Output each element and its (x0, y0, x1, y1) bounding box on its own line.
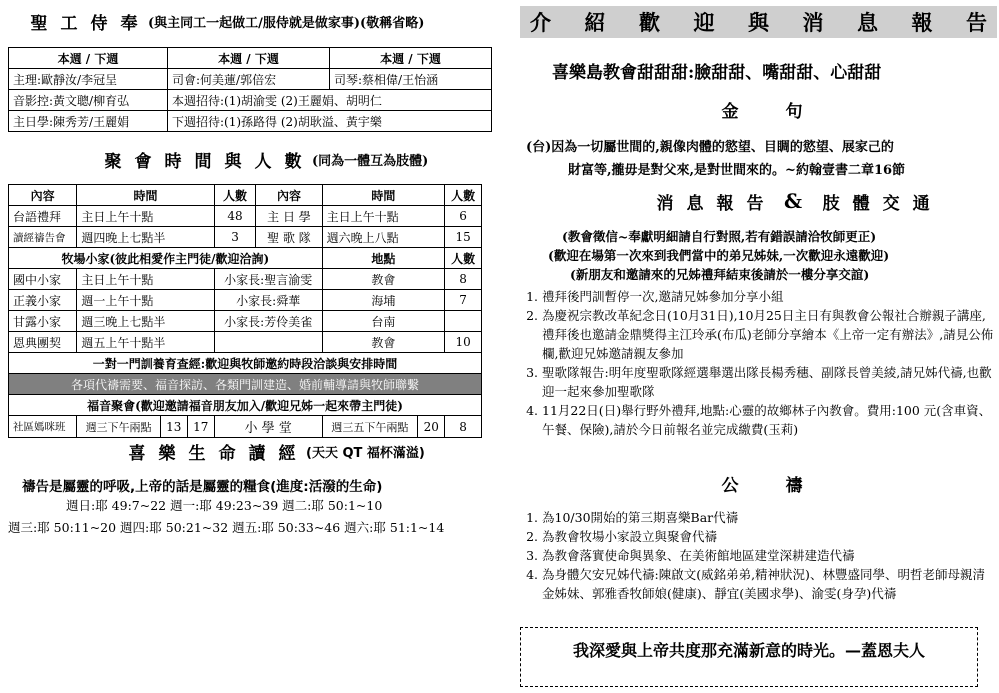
news-title-char-1: 消 (650, 186, 680, 216)
gospel-cell: 週三五下午兩點 (322, 416, 418, 438)
cell-group-place: 教會 (322, 332, 445, 353)
reading-section-title (122, 436, 425, 466)
intro-banner (520, 6, 997, 38)
gospel-cell: 20 (418, 416, 445, 438)
one-on-one-row: 一對一門訓養育查經:歡迎與牧師邀約時段洽談與安排時間 (9, 353, 482, 374)
service-header-1: 本週 / 下週 (9, 48, 168, 69)
list-item: 3. 聖歌隊報告:明年度聖歌隊經選舉選出隊長楊秀穗、副隊長曾美綾,請兄姊代禱,也歡迎一起來參加聖歌隊 (542, 363, 994, 401)
cell-group-count (445, 311, 482, 332)
banner-char: 介 (530, 10, 551, 35)
church-theme: 喜樂島教會甜甜甜:臉甜甜、嘴甜甜、心甜甜 (552, 63, 882, 83)
news-section-title (650, 186, 936, 216)
service-sunday-school: 主日學:陳秀芳/王麗娟 (9, 111, 168, 132)
notice-welcome: (歡迎在場第一次來到我們當中的弟兄姊妹,一次歡迎永遠歡迎) (548, 248, 890, 263)
service-av: 音影控:黃文聰/柳育弘 (9, 90, 168, 111)
meeting-title-char-3: 時 (158, 144, 188, 174)
table-row (9, 269, 482, 290)
meeting-title-char-7: 數 (278, 144, 308, 174)
meeting-table (8, 184, 482, 438)
gospel-cell: 小 學 堂 (214, 416, 322, 438)
news-list (522, 287, 994, 439)
service-title-char-4: 奉 (114, 6, 144, 36)
news-title-char-4: 告 (740, 186, 770, 216)
meeting-title-char-2: 會 (128, 144, 158, 174)
table-row (9, 290, 482, 311)
reading-subtitle: (天天 QT 福杯滿溢) (306, 445, 425, 461)
meeting-header-content-2: 內容 (256, 185, 322, 206)
service-usher-next-week: 下週招待:(1)孫路得 (2)胡耿溢、黃宇樂 (168, 111, 492, 132)
service-title-char-3: 侍 (84, 6, 114, 36)
gospel-cell: 社區媽咪班 (9, 416, 77, 438)
cell-group-name: 恩典團契 (9, 332, 77, 353)
cell-group-count: 10 (445, 332, 482, 353)
fellowship-title-char-2: 體 (846, 186, 876, 216)
meeting-header-count-2: 人數 (445, 185, 482, 206)
reading-title-char-1: 喜 (122, 436, 152, 466)
prayer-title-char-1: 公 (715, 468, 745, 498)
meeting-cell: 主 日 學 (256, 206, 322, 227)
gospel-cell: 週三下午兩點 (77, 416, 160, 438)
cell-group-place: 教會 (322, 269, 445, 290)
fellowship-title-diamonds (816, 186, 936, 216)
quote-box (520, 627, 978, 687)
meeting-header-time-2: 時間 (322, 185, 445, 206)
table-row (9, 227, 482, 248)
banner-char: 與 (748, 10, 769, 35)
banner-char: 報 (911, 10, 933, 35)
service-title-char-1: 聖 (24, 6, 54, 36)
verse-title-char-1: 金 (715, 94, 745, 124)
service-subtitle: (與主同工一起做工/服侍就是做家事)(敬稱省略) (148, 15, 425, 31)
notice-offering: (教會徵信~奉獻明細請自行對照,若有錯誤請洽牧師更正) (562, 229, 877, 244)
verse-title-char-2: 句 (779, 94, 809, 124)
meeting-header-count-1: 人數 (214, 185, 256, 206)
meeting-cell: 聖 歌 隊 (256, 227, 322, 248)
reading-title-char-5: 讀 (242, 436, 272, 466)
meeting-cell: 48 (214, 206, 256, 227)
service-organist: 司琴:蔡相偉/王怡涵 (330, 69, 492, 90)
meeting-title-char-1: 聚 (98, 144, 128, 174)
meeting-title-char-4: 間 (188, 144, 218, 174)
cell-group-leader: 小家長:芳伶美雀 (214, 311, 322, 332)
cell-group-count: 7 (445, 290, 482, 311)
cell-group-name: 國中小家 (9, 269, 77, 290)
prayer-list (522, 508, 994, 603)
meeting-cell: 讀經禱告會 (9, 227, 77, 248)
contact-pastor-row: 各項代禱需要、福音探訪、各類門訓建造、婚前輔導請與牧師聯繫 (9, 374, 482, 395)
fellowship-title-char-3: 交 (876, 186, 906, 216)
reading-title-char-6: 經 (272, 436, 302, 466)
banner-char: 息 (857, 10, 878, 35)
gospel-cell: 17 (187, 416, 214, 438)
meeting-header-time-1: 時間 (77, 185, 214, 206)
meeting-cell: 台語禮拜 (9, 206, 77, 227)
news-title-char-2: 息 (680, 186, 710, 216)
cell-group-time: 週一上午十點 (77, 290, 214, 311)
reading-title-char-2: 樂 (152, 436, 182, 466)
cell-group-time: 主日上午十點 (77, 269, 214, 290)
fellowship-title-char-4: 通 (906, 186, 936, 216)
cell-group-name: 正義小家 (9, 290, 77, 311)
service-host: 主理:歐靜汝/李冠呈 (9, 69, 168, 90)
verse-section-title (715, 94, 809, 124)
gospel-cell: 13 (160, 416, 187, 438)
cell-group-leader (214, 332, 322, 353)
meeting-cell: 週四晚上七點半 (77, 227, 214, 248)
gospel-cell: 8 (445, 416, 482, 438)
table-row (9, 311, 482, 332)
list-item: 2. 為教會牧場小家設立與聚會代禱 (542, 527, 994, 546)
meeting-cell: 主日上午十點 (322, 206, 445, 227)
verse-line-1: (台)因為一切屬世間的,親像肉體的慾望、目睭的慾望、展家己的 (526, 140, 894, 155)
prayer-title-diamonds (715, 468, 809, 498)
cell-group-time: 週三晚上七點半 (77, 311, 214, 332)
list-item: 3. 為教會落實使命與異象、在美術館地區建堂深耕建造代禱 (542, 546, 994, 565)
verse-title-diamonds (715, 94, 809, 124)
fellowship-title-char-1: 肢 (816, 186, 846, 216)
list-item: 4. 為身體欠安兄姊代禱:陳啟文(威銘弟弟,精神狀況)、林豐盛同學、明哲老師母親清金姊妹、郭雅香牧師娘(健康)、靜宜(美國求學)、渝雯(身孕)代禱 (542, 565, 994, 603)
meeting-cell: 主日上午十點 (77, 206, 214, 227)
table-row (9, 206, 482, 227)
service-title-diamonds (24, 6, 144, 36)
news-title-diamonds (650, 186, 770, 216)
meeting-title-char-5: 與 (218, 144, 248, 174)
list-item: 1. 為10/30開始的第三期喜樂Bar代禱 (542, 508, 994, 527)
news-ampersand: & (784, 189, 803, 213)
meeting-cell: 6 (445, 206, 482, 227)
prayer-section-title (715, 468, 809, 498)
meeting-section-title (98, 144, 428, 174)
cell-group-count-header: 人數 (445, 248, 482, 269)
cell-group-time: 週五上午十點半 (77, 332, 214, 353)
cell-group-leader: 小家長:聖言渝雯 (214, 269, 322, 290)
service-table (8, 47, 492, 132)
reading-title-diamonds (122, 436, 302, 466)
service-mc: 司會:何美蓮/郭倍宏 (168, 69, 330, 90)
service-section-title (24, 6, 424, 36)
service-usher-this-week: 本週招待:(1)胡渝雯 (2)王麗娟、胡明仁 (168, 90, 492, 111)
service-header-3: 本週 / 下週 (330, 48, 492, 69)
banner-char: 歡 (639, 10, 660, 35)
meeting-header-content-1: 內容 (9, 185, 77, 206)
banner-char: 迎 (693, 10, 715, 35)
gospel-meeting-row: 福音聚會(歡迎邀請福音朋友加入/歡迎兄姊一起來帶主門徒) (9, 395, 482, 416)
banner-char: 紹 (584, 10, 606, 35)
meeting-subtitle: (同為一體互為肢體) (312, 153, 429, 169)
news-title-char-3: 報 (710, 186, 740, 216)
cell-group-place-header: 地點 (322, 248, 445, 269)
reading-title-char-4: 命 (212, 436, 242, 466)
reading-schedule-line2: 週三:耶 50:11~20 週四:耶 50:21~32 週五:耶 50:33~46 週六:耶 51:1~14 (8, 520, 445, 535)
reading-schedule-line1: 週日:耶 49:7~22 週一:耶 49:23~39 週二:耶 50:1~10 (66, 498, 383, 513)
list-item: 2. 為慶祝宗教改革紀念日(10月31日),10月25日主日有與教會公報社合辦親子講座,禮拜後也邀請金鼎獎得主江玲承(布瓜)老師分享繪本《上帝一定有辦法》,請見公佈欄,歡迎兄姊邀請親友參加 (542, 306, 994, 363)
list-item: 4. 11月22日(日)舉行野外禮拜,地點:心靈的故鄉林子內教會。費用:100 元(含車資、午餐、保險),請於今日前報名並完成繳費(玉莉) (542, 401, 994, 439)
meeting-title-diamonds (98, 144, 308, 174)
cell-group-name: 甘露小家 (9, 311, 77, 332)
service-title-char-2: 工 (54, 6, 84, 36)
cell-group-place: 台南 (322, 311, 445, 332)
meeting-cell: 週六晚上八點 (322, 227, 445, 248)
cell-group-place: 海埔 (322, 290, 445, 311)
notice-newcomers: (新朋友和邀請來的兄姊禮拜結束後請於一樓分享交誼) (570, 267, 870, 282)
cell-group-leader: 小家長:舜華 (214, 290, 322, 311)
table-row (9, 332, 482, 353)
quote-text: 我深愛與上帝共度那充滿新意的時光。—蓋恩夫人 (572, 641, 925, 660)
cell-group-count: 8 (445, 269, 482, 290)
reading-slogan: 禱告是屬靈的呼吸,上帝的話是屬靈的糧食(進度:活潑的生命) (22, 479, 383, 495)
cell-group-header: 牧場小家(彼此相愛作主門徒/歡迎洽詢) (9, 248, 323, 269)
service-header-2: 本週 / 下週 (168, 48, 330, 69)
table-row (9, 416, 482, 438)
prayer-title-char-2: 禱 (779, 468, 809, 498)
reading-title-char-3: 生 (182, 436, 212, 466)
meeting-title-char-6: 人 (248, 144, 278, 174)
meeting-cell: 3 (214, 227, 256, 248)
verse-line-2: 財富等,攏毋是對父來,是對世間來的。~約翰壹書二章16節 (568, 163, 906, 178)
banner-char: 告 (966, 10, 987, 35)
list-item: 1. 禮拜後門訓暫停一次,邀請兄姊參加分享小組 (542, 287, 994, 306)
meeting-cell: 15 (445, 227, 482, 248)
banner-char: 消 (802, 10, 824, 35)
